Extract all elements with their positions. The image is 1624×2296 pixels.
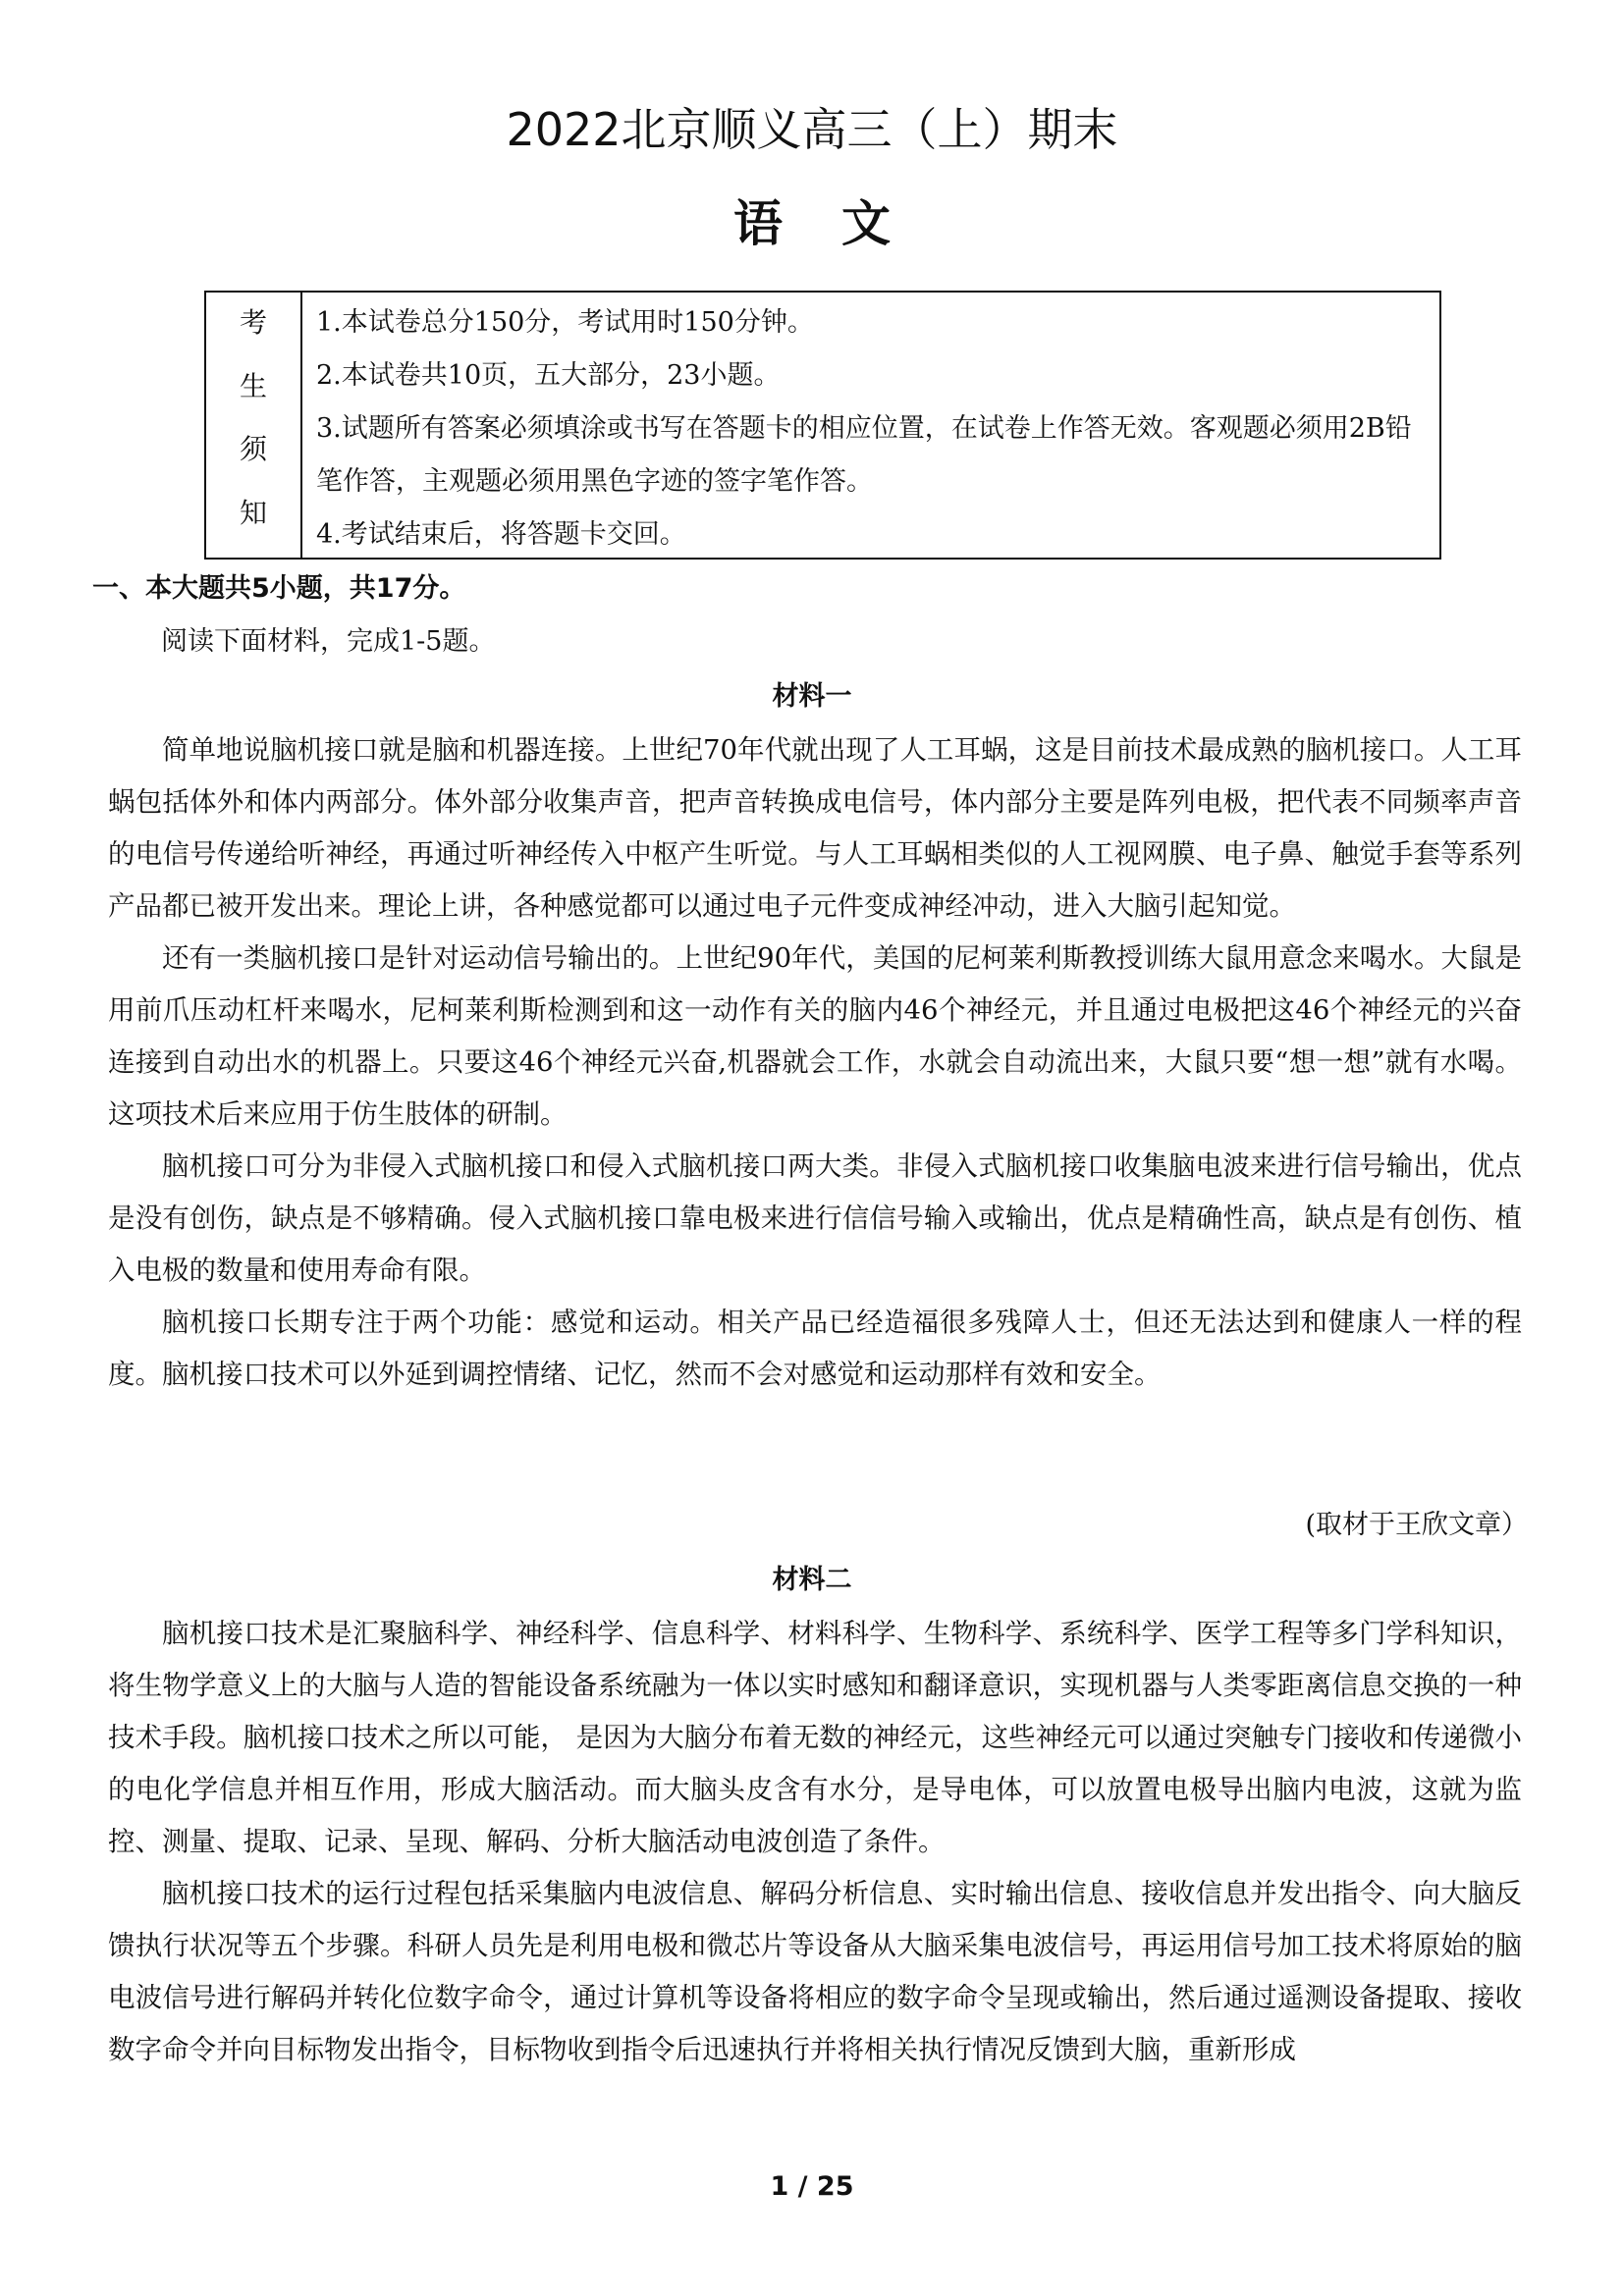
candidate-notice-box bbox=[204, 291, 1441, 560]
paragraph: 还有一类脑机接口是针对运动信号输出的。上世纪90年代，美国的尼柯莱利斯教授训练大鼠用意念来喝水。大鼠是用前爪压动杠杆来喝水，尼柯莱利斯检测到和这一动作有关的脑内46个神经元，并且通过电极把这46个神经元的兴奋连接到自动出水的机器上。只要这46个神经元兴奋,机器就会工作，水就会自动流出来，大鼠只要“想一想”就有水喝。这项技术后来应用于仿生肢体的研制。 bbox=[108, 942, 1522, 1130]
notice-item: 1.本试卷总分150分，考试用时150分钟。 bbox=[316, 307, 814, 338]
notice-label-char: 考 bbox=[239, 306, 267, 339]
notice-label bbox=[206, 293, 302, 558]
paragraph: 脑机接口长期专注于两个功能：感觉和运动。相关产品已经造福很多残障人士，但还无法达到和健康人一样的程度。脑机接口技术可以外延到调控情绪、记忆，然而不会对感觉和运动那样有效和安全。 bbox=[108, 1307, 1522, 1390]
paragraph: 脑机接口技术是汇聚脑科学、神经科学、信息科学、材料科学、生物科学、系统科学、医学工程等多门学科知识，将生物学意义上的大脑与人造的智能设备系统融为一体以实时感知和翻译意识，实现机器与人类零距离信息交换的一种技术手段。脑机接口技术之所以可能， 是因为大脑分布着无数的神经元，这些神经元可以通过突触专门接收和传递微小的电化学信息并相互作用，形成大脑活动。而大脑头皮含有水分，是导电体，可以放置电极导出脑内电波，这就为监控、测量、提取、记录、呈现、解码、分析大脑活动电波创造了条件。 bbox=[108, 1618, 1522, 1857]
material-1-source: (取材于王欣文章） bbox=[1305, 1510, 1528, 1540]
notice-item: 2.本试卷共10页，五大部分，23小题。 bbox=[316, 360, 781, 391]
material-1-body bbox=[108, 724, 1522, 1401]
paragraph: 脑机接口技术的运行过程包括采集脑内电波信息、解码分析信息、实时输出信息、接收信息并发出指令、向大脑反馈执行状况等五个步骤。科研人员先是利用电极和微芯片等设备从大脑采集电波信号，再运用信号加工技术将原始的脑电波信号进行解码并转化位数字命令，通过计算机等设备将相应的数字命令呈现或输出，然后通过遥测设备提取、接收数字命令并向目标物发出指令，目标物收到指令后迅速执行并将相关执行情况反馈到大脑，重新形成 bbox=[108, 1878, 1522, 2065]
notice-label-char: 须 bbox=[239, 433, 267, 466]
notice-label-char: 知 bbox=[239, 496, 267, 529]
page-number: 1 / 25 bbox=[770, 2171, 854, 2202]
notice-item: 3.试题所有答案必须填涂或书写在答题卡的相应位置，在试卷上作答无效。客观题必须用2B铅笔作答，主观题必须用黑色字迹的签字笔作答。 bbox=[316, 413, 1412, 497]
section-instruction: 阅读下面材料，完成1-5题。 bbox=[161, 626, 496, 657]
section-heading: 一、本大题共5小题，共17分。 bbox=[92, 573, 466, 604]
subject-title: 语文 bbox=[733, 195, 949, 252]
notice-item: 4.考试结束后，将答题卡交回。 bbox=[316, 519, 686, 550]
paragraph: 简单地说脑机接口就是脑和机器连接。上世纪70年代就出现了人工耳蜗，这是目前技术最成熟的脑机接口。人工耳蜗包括体外和体内两部分。体外部分收集声音，把声音转换成电信号，体内部分主要是阵列电极，把代表不同频率声音的电信号传递给听神经，再通过听神经传入中枢产生听觉。与人工耳蜗相类似的人工视网膜、电子鼻、触觉手套等系列产品都已被开发出来。理论上讲，各种感觉都可以通过电子元件变成神经冲动，进入大脑引起知觉。 bbox=[108, 734, 1522, 922]
notice-label-char: 生 bbox=[239, 369, 267, 402]
exam-title: 2022北京顺义高三（上）期末 bbox=[506, 103, 1118, 156]
material-1-title: 材料一 bbox=[772, 681, 852, 712]
material-2-body bbox=[108, 1608, 1522, 2076]
notice-items bbox=[302, 293, 1439, 558]
paragraph: 脑机接口可分为非侵入式脑机接口和侵入式脑机接口两大类。非侵入式脑机接口收集脑电波来进行信号输出，优点是没有创伤，缺点是不够精确。侵入式脑机接口靠电极来进行信信号输入或输出，优点是精确性高，缺点是有创伤、植入电极的数量和使用寿命有限。 bbox=[108, 1150, 1522, 1286]
material-2-title: 材料二 bbox=[772, 1565, 852, 1595]
